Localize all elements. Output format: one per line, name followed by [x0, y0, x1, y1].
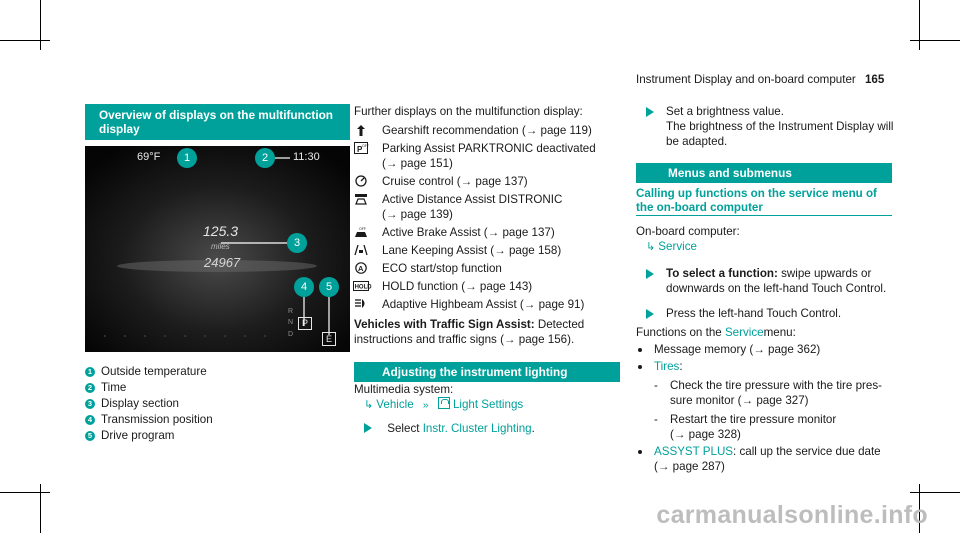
brightness-step-text: Set a brightness value. — [666, 105, 784, 118]
brightness-step-text: be adapted. — [666, 135, 728, 148]
tires-link: Tires — [654, 360, 680, 373]
list-item-text: : call up the service due date — [733, 445, 881, 458]
display-temperature: 69°F — [137, 151, 161, 163]
bullet-icon — [638, 450, 642, 454]
legend-number: 5 — [85, 431, 95, 441]
legend-text: Drive program — [101, 429, 175, 442]
sublist-item-check-tire — [636, 378, 908, 408]
parktronic-off-icon — [354, 142, 368, 154]
icon-item — [354, 141, 620, 171]
display-gear-d: D — [288, 331, 294, 338]
functions-intro — [636, 325, 908, 340]
icon-item — [354, 261, 620, 276]
step-arrow-icon — [364, 423, 372, 433]
functions-service-link: Service — [724, 326, 764, 339]
icon-item — [354, 225, 620, 240]
legend-item — [85, 380, 350, 396]
onboard-computer-label: On-board computer: — [636, 225, 740, 238]
step-arrow-icon — [646, 309, 654, 319]
callout-1: 1 — [177, 148, 197, 168]
section-heading-menus — [636, 163, 892, 183]
legend-text: Outside temperature — [101, 365, 207, 378]
sublist-item-text: sure monitor (→ page 327) — [670, 394, 809, 407]
select-function-step — [636, 266, 908, 296]
select-function-text: downwards on the left-hand Touch Control. — [666, 282, 887, 295]
display-odometer: 24967 — [204, 255, 241, 270]
icon-item-text: Lane Keeping Assist (→ page 158) — [382, 244, 562, 257]
icon-item — [354, 279, 620, 294]
traffic-sign-note — [354, 317, 620, 347]
legend-text: Display section — [101, 397, 179, 410]
section-heading-text: Menus and submenus — [668, 166, 792, 180]
display-time: 11:30 — [293, 151, 320, 163]
legend-list — [85, 364, 350, 444]
icon-item-text-continued: (→ page 139) — [382, 208, 453, 221]
path-vehicle: Vehicle — [376, 398, 414, 411]
running-header — [636, 72, 908, 87]
select-function-label: To select a function: — [666, 267, 778, 280]
icon-item — [354, 297, 620, 312]
sublist-item-text: Check the tire pressure with the tire pres- — [670, 379, 882, 392]
icon-item-text: Active Distance Assist DISTRONIC — [382, 193, 563, 206]
service-path — [636, 239, 908, 255]
adjusting-body — [354, 382, 620, 436]
brightness-step — [636, 104, 908, 149]
press-step — [636, 306, 908, 321]
select-step-value: Instr. Cluster Lighting — [422, 422, 532, 435]
path-light-settings: Light Settings — [452, 398, 524, 411]
cruise-control-icon — [354, 175, 368, 187]
path-double-arrow-icon: » — [422, 400, 429, 411]
callout-4: 4 — [294, 277, 314, 297]
svg-text:OFF: OFF — [359, 227, 366, 231]
highbeam-icon — [354, 298, 368, 310]
legend-number: 3 — [85, 399, 95, 409]
select-function-text: swipe upwards or — [777, 267, 872, 280]
menu-path — [354, 397, 620, 413]
display-unit: miles — [211, 242, 230, 251]
lane-keeping-icon — [354, 244, 368, 256]
icon-item — [354, 123, 620, 138]
legend-item — [85, 364, 350, 380]
icon-item — [354, 192, 620, 222]
service-menu-body — [636, 224, 908, 474]
icon-item-text: HOLD function (→ page 143) — [382, 280, 533, 293]
step-arrow-icon — [646, 269, 654, 279]
list-item-text: (→ page 287) — [654, 460, 725, 473]
list-item-tires — [636, 359, 908, 374]
legend-item — [85, 396, 350, 412]
subheading-calling-up — [636, 187, 892, 215]
svg-text:OFF: OFF — [362, 144, 369, 148]
display-drive-program: E — [322, 332, 336, 346]
callout-5: 5 — [319, 277, 339, 297]
legend-text: Transmission position — [101, 413, 213, 426]
bullet-icon — [638, 348, 642, 352]
further-displays-intro: Further displays on the multifunction display: — [354, 105, 583, 118]
legend-number: 2 — [85, 383, 95, 393]
brightness-step-text: The brightness of the Instrument Display will — [666, 120, 894, 133]
eco-start-stop-icon — [354, 262, 368, 274]
section-heading-adjusting — [354, 362, 620, 382]
legend-text: Time — [101, 381, 127, 394]
dash-marker: - — [654, 379, 658, 392]
legend-item — [85, 428, 350, 444]
sublist-item-restart-tire — [636, 412, 908, 442]
list-item-message-memory — [636, 342, 908, 357]
list-item-assyst — [636, 444, 908, 474]
icon-item-text: Adaptive Highbeam Assist (→ page 91) — [382, 298, 585, 311]
select-step-end: . — [531, 422, 535, 435]
header-title: Instrument Display and on-board computer — [636, 73, 856, 86]
bullet-icon — [638, 365, 642, 369]
traffic-sign-label: Vehicles with Traffic Sign Assist: — [354, 318, 535, 331]
light-settings-icon — [438, 397, 450, 409]
select-step-label: Select — [387, 422, 423, 435]
icon-item-text: Cruise control (→ page 137) — [382, 175, 528, 188]
hold-icon — [354, 280, 372, 292]
tires-colon: : — [679, 360, 683, 373]
display-gear-r: R — [288, 308, 294, 315]
traffic-sign-text: Detected — [534, 318, 585, 331]
callout-3: 3 — [287, 233, 307, 253]
dash-marker: - — [654, 413, 658, 426]
legend-number: 4 — [85, 415, 95, 425]
svg-text:A: A — [358, 264, 364, 273]
subheading-rule — [636, 215, 892, 216]
traffic-sign-text-continued: instructions and traffic signs (→ page 156). — [354, 333, 575, 346]
icon-item — [354, 243, 620, 258]
press-step-text: Press the left-hand Touch Control. — [666, 307, 842, 320]
legend-number: 1 — [85, 367, 95, 377]
list-item-text: Message memory (→ page 362) — [654, 343, 821, 356]
page-number: 165 — [864, 73, 885, 86]
svg-text:P: P — [357, 145, 363, 154]
path-start-arrow-icon: ↳ — [646, 241, 659, 253]
step-arrow-icon — [646, 107, 654, 117]
middle-column — [354, 104, 620, 347]
display-speed: 125.3 — [203, 223, 239, 239]
section-heading-overview — [85, 104, 350, 140]
icon-item — [354, 174, 620, 189]
legend-item — [85, 412, 350, 428]
functions-intro-text: Functions on the — [636, 326, 725, 339]
functions-intro-end: menu: — [763, 326, 796, 339]
instrument-display-image — [85, 146, 350, 352]
display-gear-selected: P — [298, 317, 312, 330]
brake-assist-off-icon — [354, 226, 368, 238]
icon-item-text-continued: (→ page 151) — [382, 157, 453, 170]
sublist-item-text: (→ page 328) — [670, 428, 741, 441]
section-heading-text: Overview of displays on the multifunction display — [99, 108, 334, 136]
icon-item-text: ECO start/stop function — [382, 262, 502, 275]
icon-item-text: Gearshift recommendation (→ page 119) — [382, 124, 592, 137]
section-heading-text: Adjusting the instrument lighting — [382, 365, 568, 379]
gearshift-arrow-icon — [354, 124, 368, 136]
subheading-line: the on-board computer — [636, 201, 763, 214]
callout-2: 2 — [255, 148, 275, 168]
distronic-icon — [354, 193, 368, 205]
multimedia-system-label: Multimedia system: — [354, 383, 454, 396]
path-start-arrow-icon: ↳ — [364, 399, 377, 411]
display-gear-n: N — [288, 319, 294, 326]
sublist-item-text: Restart the tire pressure monitor — [670, 413, 837, 426]
select-step — [354, 421, 620, 436]
svg-text:HOLD: HOLD — [354, 284, 372, 291]
assyst-link: ASSYST PLUS — [654, 445, 734, 458]
subheading-line: Calling up functions on the service menu of — [636, 187, 877, 200]
icon-item-text: Active Brake Assist (→ page 137) — [382, 226, 555, 239]
icon-item-text: Parking Assist PARKTRONIC deactivated — [382, 142, 596, 155]
path-service: Service — [658, 240, 697, 253]
watermark: carmanualsonline.info — [656, 501, 928, 529]
